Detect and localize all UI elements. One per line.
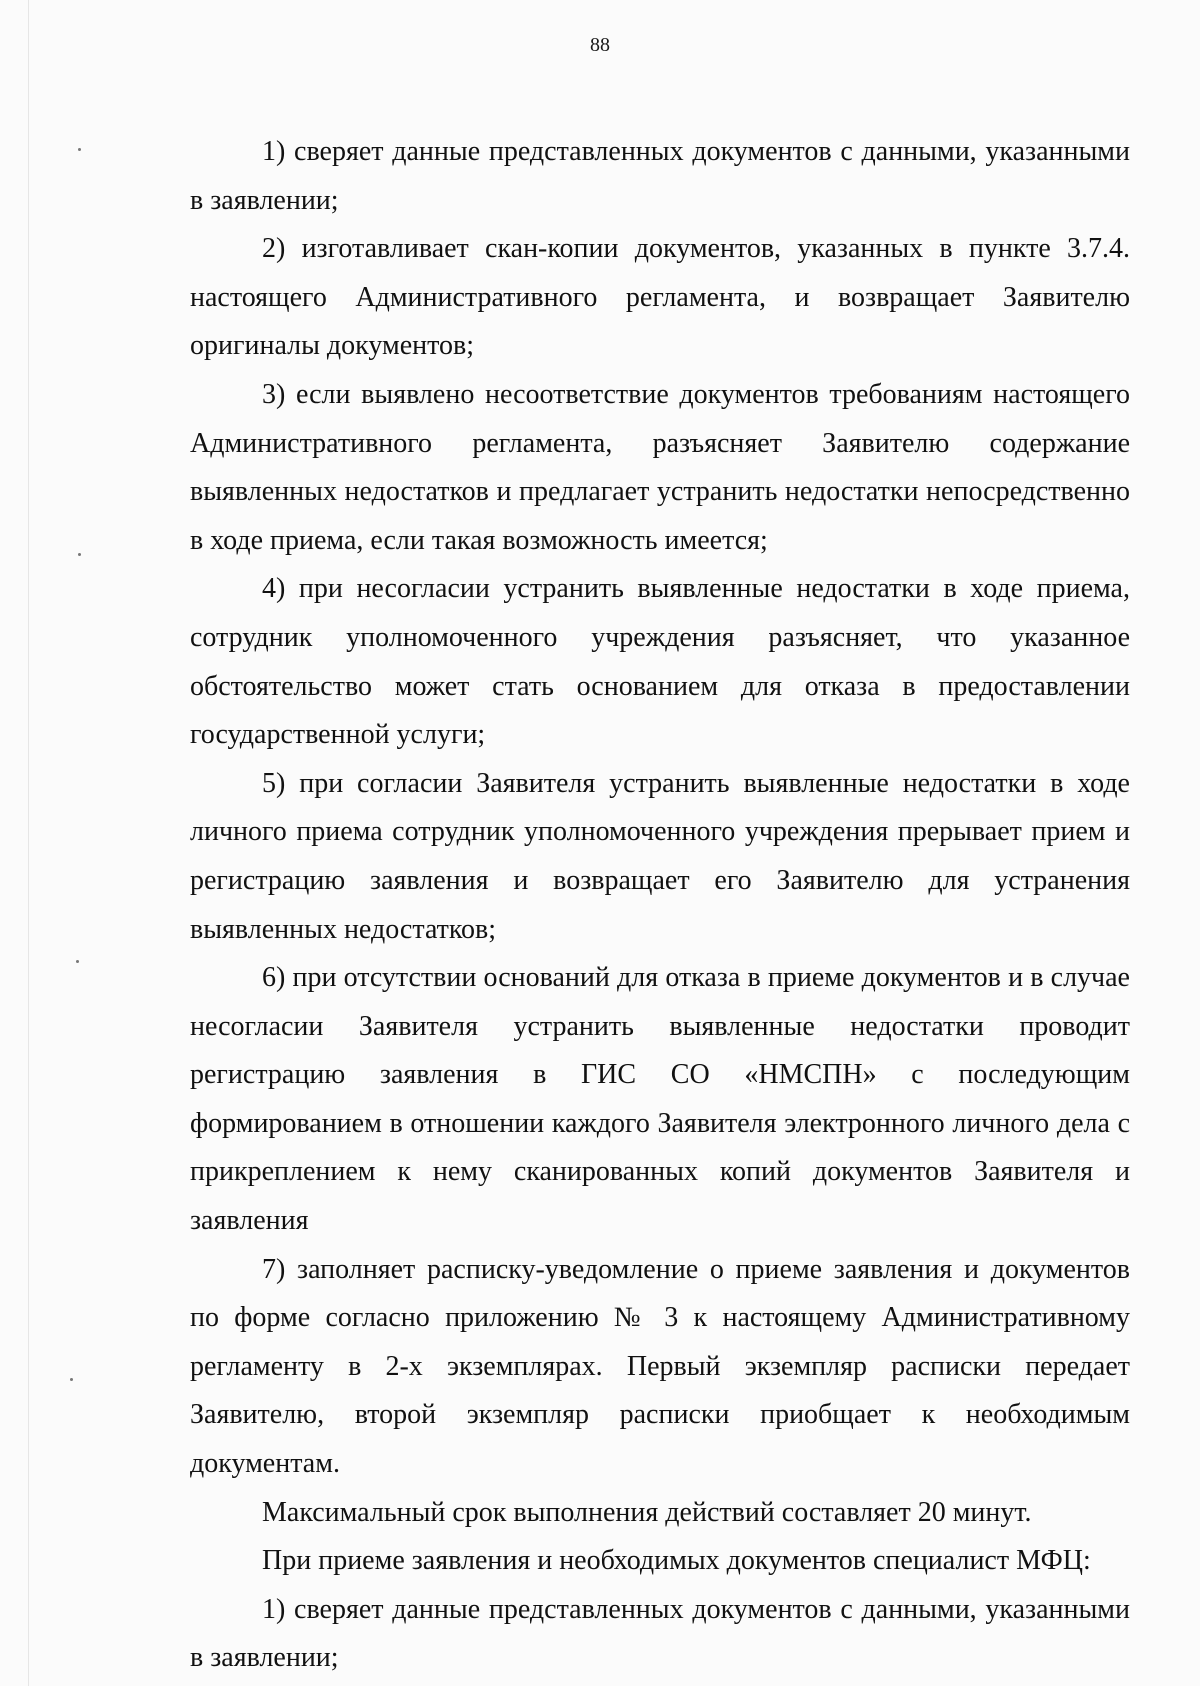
body-text: [190, 128, 1130, 1683]
paragraph-mfc-intro: При приеме заявления и необходимых документов специалист МФЦ:: [262, 1545, 1091, 1577]
paragraph-mfc-item-1: 1) сверяет данные представленных документов с данными, указанными в заявлении;: [190, 1593, 1130, 1674]
scan-speck: [78, 553, 81, 556]
paragraph-item-2: 2) изготавливает скан-копии документов, указанных в пункте 3.7.4. настоящего Административного регламента, и возвращает Заявителю оригиналы документов;: [190, 233, 1130, 362]
scan-speck: [76, 960, 79, 963]
scan-edge-line: [28, 0, 29, 1686]
scan-speck: [70, 1378, 73, 1381]
paragraph-item-3: 3) если выявлено несоответствие документов требованиям настоящего Административного регламента, разъясняет Заявителю содержание выявленных недостатков и предлагает устранить недостатки непосредственно в ходе приема, если такая возможность имеется;: [190, 378, 1130, 556]
paragraph-max-time: Максимальный срок выполнения действий составляет 20 минут.: [262, 1496, 1032, 1528]
page-number: 88: [590, 34, 610, 56]
paragraph-item-4: 4) при несогласии устранить выявленные недостатки в ходе приема, сотрудник уполномоченного учреждения разъясняет, что указанное обстоятельство может стать основанием для отказа в предоставлении государственной услуги;: [190, 573, 1130, 751]
scan-speck: [78, 148, 81, 151]
paragraph-item-5: 5) при согласии Заявителя устранить выявленные недостатки в ходе личного приема сотрудник уполномоченного учреждения прерывает прием и регистрацию заявления и возвращает его Заявителю для устранения выявленных недостатков;: [190, 767, 1130, 945]
paragraph-item-7: 7) заполняет расписку-уведомление о приеме заявления и документов по форме согласно приложению № 3 к настоящему Административному регламенту в 2-х экземплярах. Первый экземпляр расписки передает Заявителю, второй экземпляр расписки приобщает к необходимым документам.: [190, 1253, 1130, 1480]
paragraph-item-6: 6) при отсутствии оснований для отказа в приеме документов и в случае несогласии Заявителя устранить выявленные недостатки проводит регистрацию заявления в ГИС СО «НМСПН» с последующим формированием в отношении каждого Заявителя электронного личного дела с прикреплением к нему сканированных копий документов Заявителя и заявления: [190, 962, 1130, 1237]
paragraph-item-1: 1) сверяет данные представленных документов с данными, указанными в заявлении;: [190, 136, 1130, 216]
